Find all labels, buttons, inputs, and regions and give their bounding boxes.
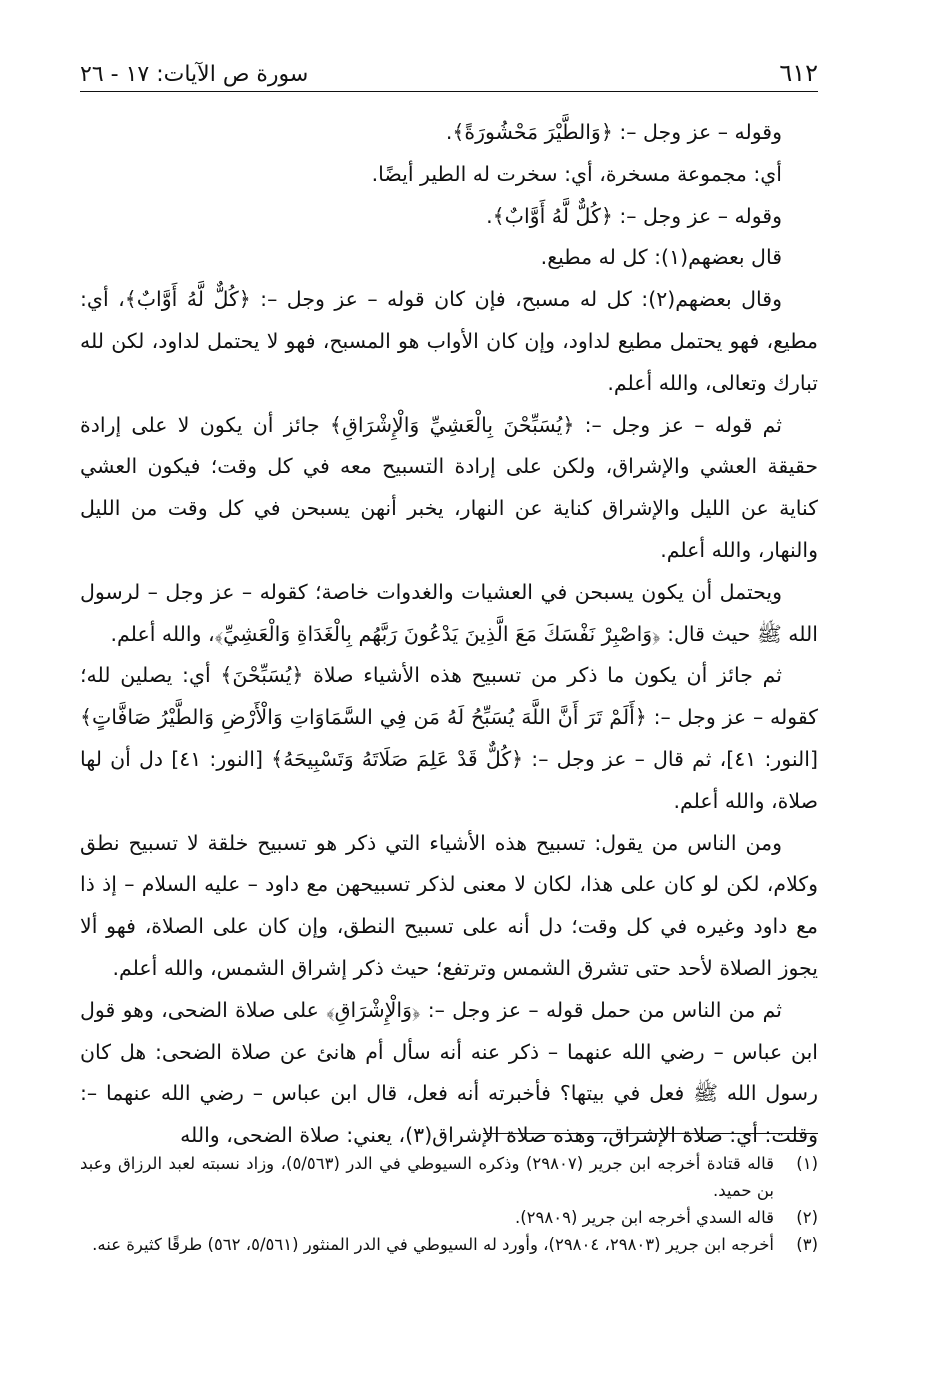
paragraph-8: ثم جائز أن يكون ما ذكر من تسبيح هذه الأشياء صلاة ﴿يُسَبِّحْنَ﴾ أي: يصلين لله؛ كقوله – عز وجل –: ﴿أَلَمْ تَرَ أَنَّ اللَّهَ يُسَبِّحُ لَهُ مَن فِي السَّمَاوَاتِ وَالْأَرْضِ وَالطَّيْرُ صَافَّاتٍ﴾ [النور: ٤١]، ثم قال – عز وجل –: ﴿كُلٌّ قَدْ عَلِمَ صَلَاتَهُ وَتَسْبِيحَهُ﴾ [النور: ٤١] دل أن لها صلاة، والله أعلم. [80,663,818,813]
paragraph-9: ومن الناس من يقول: تسبيح هذه الأشياء التي ذكر هو تسبيح خلقة لا تسبيح نطق وكلام، لكن لو كان على هذا، لكان لا معنى لذكر تسبيحهن مع داود – عليه السلام – إذ ذا مع داود وغيره في كل وقت؛ دل أنه على تسبيح النطق، وإن كان على الصلاة، فهو ألا يجوز الصلاة لأحد حتى تشرق الشمس وترتفع؛ حيث ذكر إشراق الشمس، والله أعلم. [80,830,818,980]
footnote-text: قاله السدي أخرجه ابن جرير (٢٩٨٠٩). [514,1208,774,1227]
paragraph-6: ثم قوله – عز وجل –: ﴿يُسَبِّحْنَ بِالْعَشِيِّ وَالْإِشْرَاقِ﴾ جائز أن يكون لا على إرادة حقيقة العشي والإشراق، ولكن على إرادة التسبيح معه في كل وقت؛ فيكون العشي كناية عن الليل والإشراق كناية عن النهار، يخبر أنهن يسبحن في كل وقت من الليل والنهار، والله أعلم. [80,412,818,562]
footnote-number: (٢) [796,1208,818,1227]
running-title: سورة ص الآيات: ١٧ - ٢٦ [80,62,309,87]
main-text [80,112,818,1157]
paragraph-3: وقوله – عز وجل –: ﴿كُلٌّ لَّهُ أَوَّابٌ﴾. [486,203,782,228]
footnote [80,1231,818,1258]
paragraph-1: وقوله – عز وجل –: ﴿وَالطَّيْرَ مَحْشُورَةً﴾. [445,120,782,144]
footnote-text: أخرجه ابن جرير (٢٩٨٠٣، ٢٩٨٠٤)، وأورد له السيوطي في الدر المنثور (٥/٥٦١، ٥٦٢) طرقًا كثيرة عنه. [92,1235,774,1254]
page-header [80,52,818,92]
paragraph-2: أي: مجموعة مسخرة، أي: سخرت له الطير أيضًا. [371,161,782,186]
footnote-text: قاله قتادة أخرجه ابن جرير (٢٩٨٠٧) وذكره السيوطي في الدر (٥/٥٦٣)، وزاد نسبته لعبد الرزاق وعبد بن حميد. [80,1154,774,1200]
page-number: ٦١٢ [779,59,818,87]
footnotes [80,1150,818,1258]
footnote-number: (١) [796,1154,818,1173]
footnote-divider [483,1133,818,1134]
footnote [80,1204,818,1231]
footnote-number: (٣) [796,1235,818,1254]
paragraph-4: قال بعضهم(١): كل له مطيع. [540,245,782,270]
footnote [80,1150,818,1204]
paragraph-5: وقال بعضهم(٢): كل له مسبح، فإن كان قوله – عز وجل –: ﴿كُلٌّ لَّهُ أَوَّابٌ﴾، أي: مطيع، فهو يحتمل مطيع لداود، وإن كان الأواب هو المسبح، فهو لا يحتمل لداود، لكن لله تبارك وتعالى، والله أعلم. [80,287,818,395]
paragraph-7: ويحتمل أن يكون يسبحن في العشيات والغدوات خاصة؛ كقوله – عز وجل – لرسول الله ﷺ حيث قال: ﴿وَاصْبِرْ نَفْسَكَ مَعَ الَّذِينَ يَدْعُونَ رَبَّهُم بِالْغَدَاةِ وَالْعَشِيِّ﴾، والله أعلم. [80,579,818,646]
paragraph-10: ثم من الناس من حمل قوله – عز وجل –: ﴿وَالْإِشْرَاقِ﴾ على صلاة الضحى، وهو قول ابن عباس – رضي الله عنهما – ذكر عنه أنه سأل أم هانئ عن صلاة الضحى: هل كان رسول الله ﷺ فعل في بيتها؟ فأخبرته أنه فعل، قال ابن عباس – رضي الله عنهما –: وقلت: أي: صلاة الإشراق، وهذه صلاة الإشراق(٣)، يعني: صلاة الضحى، والله [80,997,818,1148]
